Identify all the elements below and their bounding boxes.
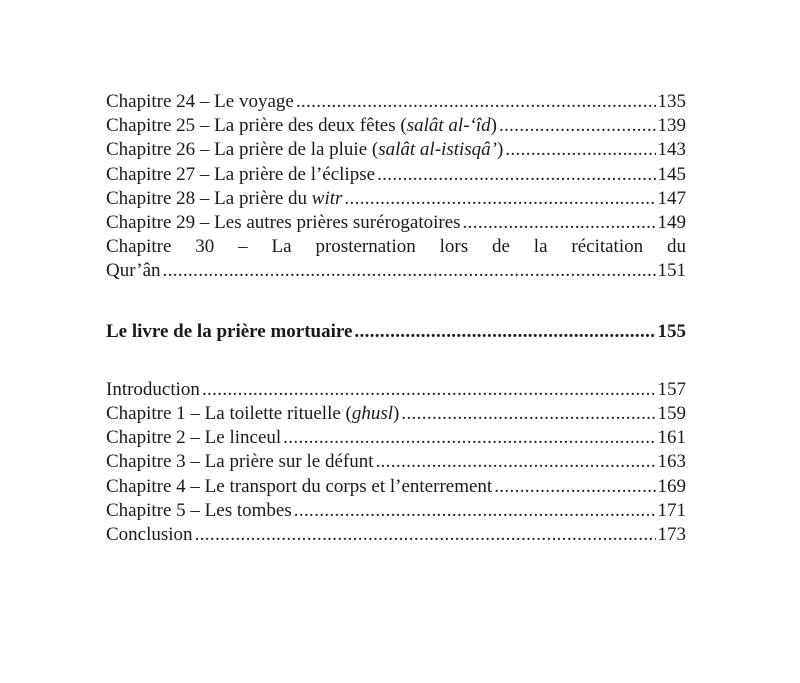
section-title: Le livre de la prière mortuaire: [106, 320, 353, 342]
dot-leader: [195, 523, 656, 547]
toc-entry-label: Chapitre 28 – La prière du witr: [106, 187, 343, 209]
toc-entry-page: 151: [657, 260, 686, 282]
dot-leader: [499, 114, 656, 138]
toc-entry-chapitre-30-line1[interactable]: Chapitre 30 – La prosternation lors de la récitation du: [106, 236, 686, 258]
toc-entry-chapitre-4[interactable]: [106, 475, 686, 499]
transliteration: salât al-‘îd: [406, 115, 491, 137]
toc-entry-label: Chapitre 1 – La toilette rituelle (ghusl): [106, 403, 400, 425]
dot-leader: [296, 90, 656, 114]
toc-entry-label: Chapitre 4 – Le transport du corps et l’enterrement: [106, 475, 493, 497]
dot-leader: [494, 475, 655, 499]
toc-entry-page: 163: [657, 451, 686, 473]
transliteration: ghusl: [351, 403, 394, 425]
toc-entry-chapitre-24[interactable]: [106, 90, 686, 114]
toc-entry-label: Chapitre 3 – La prière sur le défunt: [106, 451, 374, 473]
toc-entry-chapitre-1[interactable]: [106, 402, 686, 426]
toc-entry-chapitre-29[interactable]: [106, 211, 686, 235]
transliteration: salât al-istisqâ’: [378, 139, 497, 161]
toc-entry-label: Chapitre 24 – Le voyage: [106, 91, 294, 112]
toc-section-livre-priere-mortuaire[interactable]: [106, 320, 686, 344]
dot-leader: [202, 378, 656, 402]
toc-entry-label: Chapitre 5 – Les tombes: [106, 499, 292, 521]
transliteration: witr: [311, 187, 343, 209]
toc-entry-label: Conclusion: [106, 524, 193, 546]
toc-entry-chapitre-30[interactable]: [106, 259, 686, 283]
toc-entry-label: Qur’ân: [106, 260, 161, 282]
toc-entry-page: 159: [657, 403, 686, 425]
toc-entry-page: 157: [657, 378, 686, 400]
spacer: [106, 284, 686, 320]
toc-entry-page: 135: [657, 91, 686, 112]
dot-leader: [354, 320, 655, 344]
toc-entry-label: Introduction: [106, 378, 200, 400]
toc-entry-label: Chapitre 26 – La prière de la pluie (salât al-istisqâ’): [106, 139, 504, 161]
dot-leader: [344, 187, 655, 211]
toc-entry-label: Chapitre 29 – Les autres prières surérogatoires: [106, 212, 461, 234]
toc-entry-page: 171: [657, 499, 686, 521]
dot-leader: [463, 211, 656, 235]
toc-entry-chapitre-25[interactable]: [106, 114, 686, 138]
section-page: 155: [657, 320, 686, 342]
toc-entry-label: Chapitre 2 – Le linceul: [106, 427, 282, 449]
toc-entry-chapitre-2[interactable]: [106, 426, 686, 450]
toc-entry-page: 139: [657, 115, 686, 137]
toc-entry-label: Chapitre 25 – La prière des deux fêtes (salât al-‘îd): [106, 115, 497, 137]
dot-leader: [294, 499, 656, 523]
toc-entry-chapitre-27[interactable]: [106, 163, 686, 187]
toc-entry-chapitre-3[interactable]: [106, 450, 686, 474]
dot-leader: [163, 259, 656, 283]
dot-leader: [401, 402, 655, 426]
toc-entry-page: 147: [657, 187, 686, 209]
dot-leader: [377, 163, 655, 187]
dot-leader: [375, 450, 655, 474]
toc-entry-chapitre-26[interactable]: [106, 138, 686, 162]
toc-entry-page: 145: [657, 163, 686, 185]
toc-entry-page: 173: [657, 524, 686, 546]
toc-entry-page: 149: [657, 212, 686, 234]
toc-entry-chapitre-28[interactable]: [106, 187, 686, 211]
toc-entry-introduction[interactable]: [106, 378, 686, 402]
table-of-contents: [106, 90, 686, 547]
toc-entry-page: 161: [657, 427, 686, 449]
toc-entry-page: 169: [657, 475, 686, 497]
dot-leader: [283, 426, 655, 450]
toc-entry-label: Chapitre 27 – La prière de l’éclipse: [106, 163, 376, 185]
toc-entry-chapitre-5[interactable]: [106, 499, 686, 523]
dot-leader: [505, 138, 655, 162]
toc-entry-page: 143: [657, 139, 686, 161]
spacer: [106, 344, 686, 378]
toc-entry-conclusion[interactable]: [106, 523, 686, 547]
